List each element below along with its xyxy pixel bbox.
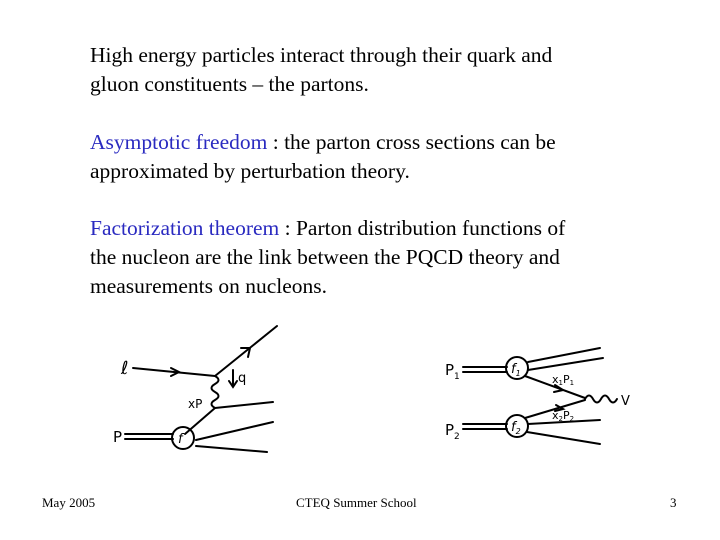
paragraph-line: : Parton distribution functions of — [279, 216, 566, 240]
footer-date: May 2005 — [42, 495, 96, 510]
paragraph-asymptotic-freedom — [90, 128, 650, 186]
paragraph-partons — [90, 41, 650, 99]
paragraph-line: the nucleon are the link between the PQCD theory and — [90, 245, 560, 269]
remnant-line — [527, 432, 600, 444]
outgoing-jet-line — [215, 402, 273, 408]
xp-label: xP — [188, 397, 203, 411]
pdf-label: f — [178, 432, 183, 447]
paragraph-line: measurements on nucleons. — [90, 274, 328, 298]
pdf-blob — [172, 427, 194, 449]
page-number: 3 — [670, 495, 677, 510]
paragraph-line: gluon constituents – the partons. — [90, 72, 369, 96]
remnant-line — [196, 446, 267, 452]
paragraph-factorization — [90, 214, 650, 301]
footer-title: CTEQ Summer School — [296, 495, 417, 510]
paragraph-line: High energy particles interact through their quark and — [90, 43, 553, 67]
term-factorization-theorem: Factorization theorem — [90, 216, 280, 240]
term-asymptotic-freedom: Asymptotic freedom — [90, 130, 268, 154]
remnant-line — [196, 422, 273, 440]
proton2-label: $P_2$ — [445, 421, 460, 442]
x2p2-label: x2P2 — [552, 409, 575, 423]
photon-wiggle — [212, 376, 219, 408]
q-label: q — [238, 371, 247, 386]
pdf1-label: $f_1$ — [511, 362, 521, 378]
drell-yan-diagram — [435, 340, 635, 450]
boson-wiggle — [585, 396, 617, 403]
outgoing-lepton-line — [215, 326, 277, 376]
pdf2-label: $f_2$ — [511, 420, 521, 436]
paragraph-line: : the parton cross sections can be — [267, 130, 556, 154]
x1p1-label: x1P1 — [552, 373, 575, 387]
boson-label: V — [621, 394, 630, 409]
proton1-label: $P_1$ — [445, 361, 460, 382]
lepton-label: ℓ — [121, 358, 129, 379]
dis-feynman-diagram — [105, 318, 305, 468]
proton-label: P — [113, 428, 123, 446]
paragraph-line: approximated by perturbation theory. — [90, 159, 410, 183]
